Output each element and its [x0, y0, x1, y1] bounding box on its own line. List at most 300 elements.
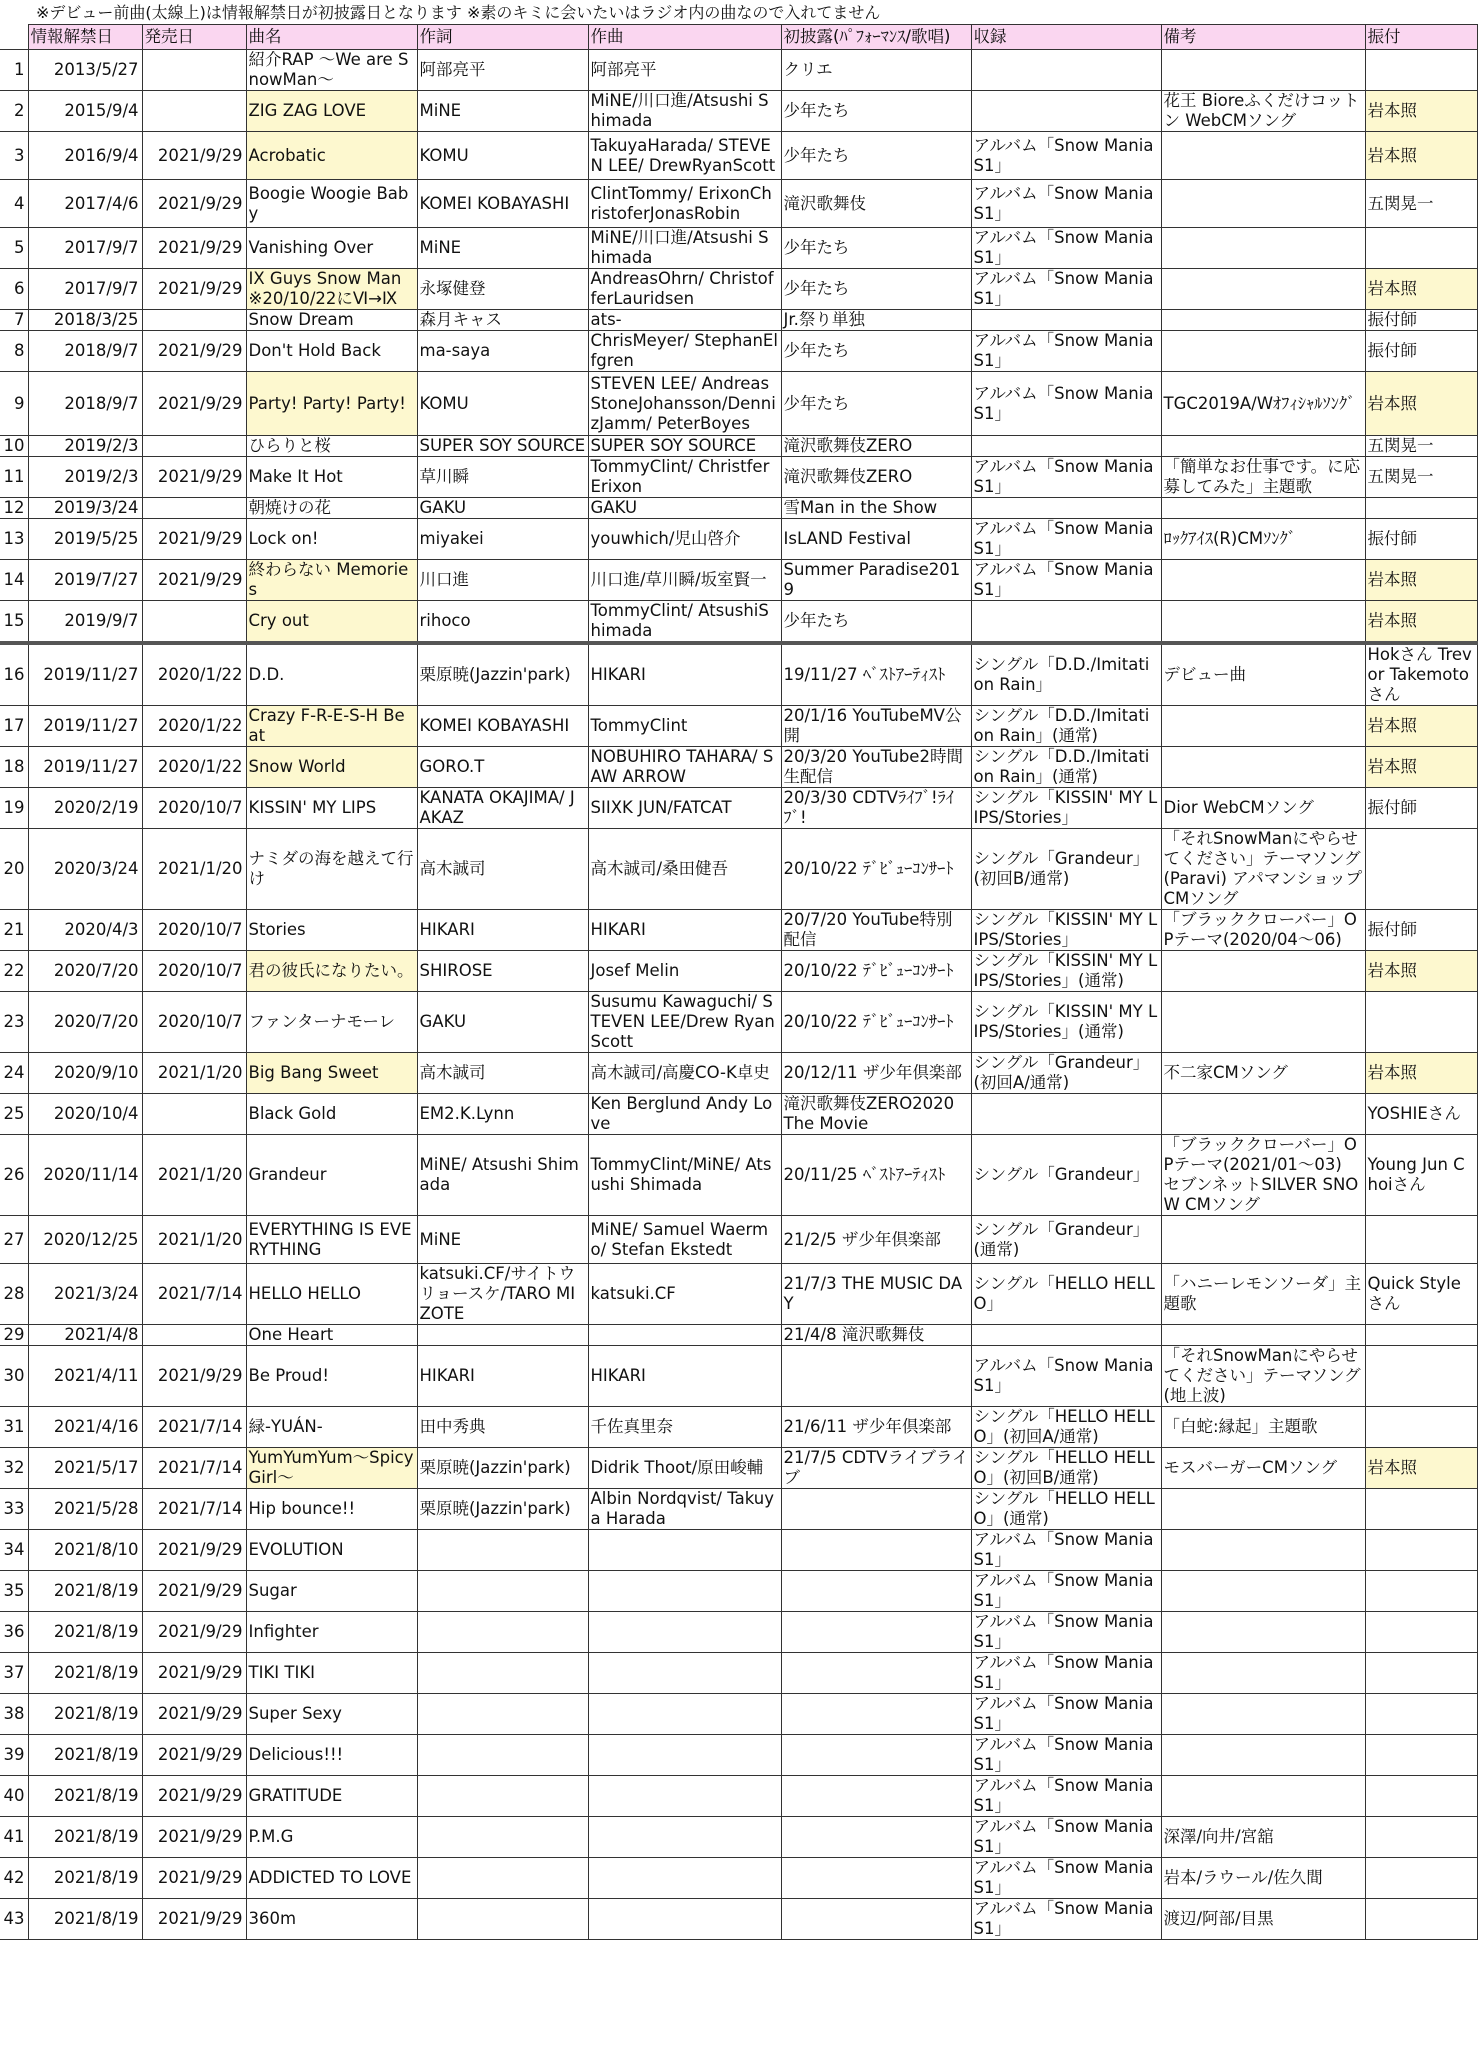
cell-remarks — [1161, 1216, 1365, 1264]
cell-debut-performance: 21/7/5 CDTVライブライブ — [781, 1448, 971, 1489]
cell-debut-performance: 雪Man in the Show — [781, 498, 971, 519]
cell-remarks: 「ハニーレモンソーダ」主題歌 — [1161, 1264, 1365, 1325]
cell-recording: シングル「Grandeur」(初回A/通常) — [971, 1053, 1161, 1094]
cell-choreography — [1365, 829, 1477, 910]
cell-song-title: Vanishing Over — [246, 228, 417, 269]
cell-remarks — [1161, 992, 1365, 1053]
cell-choreography — [1365, 1216, 1477, 1264]
cell-recording: シングル「KISSIN' MY LIPS/Stories」 — [971, 788, 1161, 829]
cell-recording — [971, 436, 1161, 457]
cell-recording: シングル「Grandeur」(初回B/通常) — [971, 829, 1161, 910]
cell-lyricist — [417, 1735, 588, 1776]
cell-composer: Josef Melin — [588, 951, 781, 992]
cell-release-date: 2021/9/29 — [142, 1817, 246, 1858]
cell-debut-performance: 少年たち — [781, 601, 971, 644]
cell-debut-performance: Jr.祭り単独 — [781, 310, 971, 331]
cell-release-date — [142, 498, 246, 519]
cell-debut-performance: 20/10/22 ﾃﾞﾋﾞｭｰｺﾝｻｰﾄ — [781, 951, 971, 992]
cell-song-title: P.M.G — [246, 1817, 417, 1858]
song-table — [0, 24, 1478, 1940]
cell-release-date: 2020/1/22 — [142, 643, 246, 706]
cell-release-date — [142, 50, 246, 91]
cell-choreography: 岩本照 — [1365, 560, 1477, 601]
cell-choreography: 岩本照 — [1365, 1448, 1477, 1489]
cell-lyricist: 田中秀典 — [417, 1407, 588, 1448]
cell-info-date: 2020/11/14 — [28, 1135, 142, 1216]
cell-debut-performance: 20/7/20 YouTube特別配信 — [781, 910, 971, 951]
table-row — [0, 1899, 1477, 1940]
table-row — [0, 1817, 1477, 1858]
table-body — [0, 50, 1477, 1940]
cell-recording — [971, 498, 1161, 519]
cell-remarks — [1161, 436, 1365, 457]
cell-choreography — [1365, 1776, 1477, 1817]
cell-release-date: 2021/9/29 — [142, 1653, 246, 1694]
cell-composer: ClintTommy/ ErixonChristoferJonasRobin — [588, 180, 781, 228]
row-number: 25 — [0, 1094, 28, 1135]
cell-composer: ChrisMeyer/ StephanElfgren — [588, 331, 781, 372]
cell-composer: 高木誠司/桑田健吾 — [588, 829, 781, 910]
cell-composer: TommyClint/MiNE/ Atsushi Shimada — [588, 1135, 781, 1216]
cell-lyricist: rihoco — [417, 601, 588, 644]
cell-release-date: 2020/10/7 — [142, 788, 246, 829]
cell-recording — [971, 310, 1161, 331]
cell-release-date: 2021/9/29 — [142, 331, 246, 372]
cell-info-date: 2021/5/28 — [28, 1489, 142, 1530]
cell-song-title: Sugar — [246, 1571, 417, 1612]
cell-release-date: 2021/9/29 — [142, 560, 246, 601]
table-row — [0, 560, 1477, 601]
cell-lyricist: MiNE — [417, 91, 588, 132]
table-row — [0, 910, 1477, 951]
cell-debut-performance: 滝沢歌舞伎ZERO — [781, 457, 971, 498]
row-number: 33 — [0, 1489, 28, 1530]
cell-remarks: デビュー曲 — [1161, 643, 1365, 706]
cell-song-title: 終わらない Memories — [246, 560, 417, 601]
cell-debut-performance: 20/10/22 ﾃﾞﾋﾞｭｰｺﾝｻｰﾄ — [781, 829, 971, 910]
cell-composer — [588, 1858, 781, 1899]
table-row — [0, 1094, 1477, 1135]
cell-composer: MiNE/川口進/Atsushi Shimada — [588, 91, 781, 132]
cell-choreography — [1365, 1653, 1477, 1694]
row-number: 24 — [0, 1053, 28, 1094]
cell-choreography: 振付師 — [1365, 788, 1477, 829]
cell-composer: HIKARI — [588, 643, 781, 706]
cell-debut-performance — [781, 1653, 971, 1694]
cell-song-title: Crazy F-R-E-S-H Beat — [246, 706, 417, 747]
cell-remarks: TGC2019A/Wｵﾌｨｼｬﾙｿﾝｸﾞ — [1161, 372, 1365, 436]
cell-remarks — [1161, 180, 1365, 228]
cell-composer: TommyClint — [588, 706, 781, 747]
cell-info-date: 2020/12/25 — [28, 1216, 142, 1264]
cell-choreography — [1365, 1612, 1477, 1653]
cell-info-date: 2020/3/24 — [28, 829, 142, 910]
cell-remarks: 「それSnowManにやらせてください」テーマソング(Paravi) アパマンショップCMソング — [1161, 829, 1365, 910]
cell-lyricist: SUPER SOY SOURCE — [417, 436, 588, 457]
cell-info-date: 2019/11/27 — [28, 706, 142, 747]
cell-debut-performance: 20/11/25 ﾍﾞｽﾄｱｰﾃｨｽﾄ — [781, 1135, 971, 1216]
table-row — [0, 992, 1477, 1053]
cell-release-date — [142, 1094, 246, 1135]
cell-debut-performance: 21/2/5 ザ少年倶楽部 — [781, 1216, 971, 1264]
cell-info-date: 2020/9/10 — [28, 1053, 142, 1094]
cell-debut-performance — [781, 1612, 971, 1653]
cell-song-title: Hip bounce!! — [246, 1489, 417, 1530]
cell-composer: Susumu Kawaguchi/ STEVEN LEE/Drew Ryan Scott — [588, 992, 781, 1053]
cell-recording: シングル「Grandeur」(通常) — [971, 1216, 1161, 1264]
cell-lyricist — [417, 1571, 588, 1612]
row-number: 27 — [0, 1216, 28, 1264]
cell-remarks: 「簡単なお仕事です。に応募してみた」主題歌 — [1161, 457, 1365, 498]
cell-choreography — [1365, 1858, 1477, 1899]
cell-composer — [588, 1612, 781, 1653]
cell-release-date: 2021/9/29 — [142, 180, 246, 228]
cell-lyricist — [417, 1858, 588, 1899]
cell-lyricist: KOMU — [417, 372, 588, 436]
cell-choreography: 岩本照 — [1365, 747, 1477, 788]
table-row — [0, 1694, 1477, 1735]
cell-debut-performance: 少年たち — [781, 372, 971, 436]
table-row — [0, 1858, 1477, 1899]
row-number: 41 — [0, 1817, 28, 1858]
cell-recording: アルバム「Snow Mania S1」 — [971, 1612, 1161, 1653]
cell-debut-performance — [781, 1735, 971, 1776]
cell-song-title: EVERYTHING IS EVERYTHING — [246, 1216, 417, 1264]
cell-song-title: 紹介RAP 〜We are SnowMan〜 — [246, 50, 417, 91]
cell-release-date: 2021/9/29 — [142, 1899, 246, 1940]
cell-recording: アルバム「Snow Mania S1」 — [971, 180, 1161, 228]
row-number: 31 — [0, 1407, 28, 1448]
table-row — [0, 1571, 1477, 1612]
cell-lyricist: SHIROSE — [417, 951, 588, 992]
cell-info-date: 2020/7/20 — [28, 951, 142, 992]
cell-choreography — [1365, 1817, 1477, 1858]
cell-song-title: ZIG ZAG LOVE — [246, 91, 417, 132]
cell-info-date: 2016/9/4 — [28, 132, 142, 180]
cell-debut-performance: 少年たち — [781, 91, 971, 132]
cell-lyricist: 栗原暁(Jazzin'park) — [417, 1489, 588, 1530]
row-number: 37 — [0, 1653, 28, 1694]
row-number: 42 — [0, 1858, 28, 1899]
cell-choreography — [1365, 1346, 1477, 1407]
cell-lyricist — [417, 1530, 588, 1571]
cell-recording: シングル「Grandeur」 — [971, 1135, 1161, 1216]
cell-recording — [971, 1325, 1161, 1346]
cell-info-date: 2013/5/27 — [28, 50, 142, 91]
cell-song-title: TIKI TIKI — [246, 1653, 417, 1694]
cell-song-title: Super Sexy — [246, 1694, 417, 1735]
cell-info-date: 2021/4/16 — [28, 1407, 142, 1448]
cell-composer — [588, 1325, 781, 1346]
cell-debut-performance: 少年たち — [781, 228, 971, 269]
cell-remarks — [1161, 1094, 1365, 1135]
cell-info-date: 2020/7/20 — [28, 992, 142, 1053]
cell-info-date: 2021/3/24 — [28, 1264, 142, 1325]
cell-composer: MiNE/川口進/Atsushi Shimada — [588, 228, 781, 269]
table-row — [0, 1135, 1477, 1216]
cell-debut-performance: 滝沢歌舞伎 — [781, 180, 971, 228]
cell-release-date — [142, 1325, 246, 1346]
cell-song-title: 緑-YUÁN- — [246, 1407, 417, 1448]
cell-composer: katsuki.CF — [588, 1264, 781, 1325]
cell-info-date: 2021/8/19 — [28, 1817, 142, 1858]
cell-song-title: Be Proud! — [246, 1346, 417, 1407]
cell-release-date: 2021/9/29 — [142, 1858, 246, 1899]
row-number: 1 — [0, 50, 28, 91]
table-row — [0, 91, 1477, 132]
cell-remarks: 「それSnowManにやらせてください」テーマソング(地上波) — [1161, 1346, 1365, 1407]
row-number: 18 — [0, 747, 28, 788]
row-number: 29 — [0, 1325, 28, 1346]
cell-remarks: 「ブラッククローバー」OPテーマ(2021/01〜03) セブンネットSILVER SNOW CMソング — [1161, 1135, 1365, 1216]
cell-info-date: 2019/9/7 — [28, 601, 142, 644]
cell-info-date: 2021/8/19 — [28, 1899, 142, 1940]
table-row — [0, 1530, 1477, 1571]
row-number: 7 — [0, 310, 28, 331]
cell-lyricist — [417, 1653, 588, 1694]
table-row — [0, 1448, 1477, 1489]
cell-remarks — [1161, 310, 1365, 331]
row-number: 26 — [0, 1135, 28, 1216]
cell-choreography — [1365, 1407, 1477, 1448]
cell-debut-performance — [781, 1346, 971, 1407]
row-number: 3 — [0, 132, 28, 180]
cell-remarks — [1161, 1489, 1365, 1530]
cell-debut-performance: 21/6/11 ザ少年倶楽部 — [781, 1407, 971, 1448]
cell-remarks — [1161, 269, 1365, 310]
cell-composer: AndreasOhrn/ ChristofferLauridsen — [588, 269, 781, 310]
cell-release-date: 2021/9/29 — [142, 1735, 246, 1776]
cell-release-date: 2020/1/22 — [142, 747, 246, 788]
cell-choreography — [1365, 1325, 1477, 1346]
cell-composer: GAKU — [588, 498, 781, 519]
table-row — [0, 269, 1477, 310]
row-number: 2 — [0, 91, 28, 132]
cell-info-date: 2018/9/7 — [28, 372, 142, 436]
cell-remarks: 岩本/ラウール/佐久間 — [1161, 1858, 1365, 1899]
cell-debut-performance — [781, 1489, 971, 1530]
cell-recording: シングル「D.D./Imitation Rain」 — [971, 643, 1161, 706]
cell-remarks — [1161, 1653, 1365, 1694]
cell-info-date: 2021/8/19 — [28, 1735, 142, 1776]
row-number: 15 — [0, 601, 28, 644]
header-choreography: 振付 — [1365, 25, 1477, 50]
table-row — [0, 457, 1477, 498]
cell-release-date — [142, 436, 246, 457]
cell-info-date: 2019/11/27 — [28, 643, 142, 706]
cell-release-date: 2020/1/22 — [142, 706, 246, 747]
row-number: 40 — [0, 1776, 28, 1817]
cell-lyricist: 栗原暁(Jazzin'park) — [417, 1448, 588, 1489]
cell-composer: ats- — [588, 310, 781, 331]
cell-lyricist: MiNE/ Atsushi Shimada — [417, 1135, 588, 1216]
table-row — [0, 1053, 1477, 1094]
cell-info-date: 2019/2/3 — [28, 436, 142, 457]
cell-info-date: 2021/4/8 — [28, 1325, 142, 1346]
cell-lyricist — [417, 1612, 588, 1653]
cell-info-date: 2019/3/24 — [28, 498, 142, 519]
cell-recording: シングル「KISSIN' MY LIPS/Stories」 — [971, 910, 1161, 951]
cell-release-date: 2021/9/29 — [142, 1346, 246, 1407]
table-row — [0, 1264, 1477, 1325]
row-number: 8 — [0, 331, 28, 372]
cell-debut-performance — [781, 1899, 971, 1940]
cell-choreography — [1365, 1571, 1477, 1612]
cell-recording: シングル「D.D./Imitation Rain」(通常) — [971, 747, 1161, 788]
table-row — [0, 601, 1477, 644]
cell-choreography — [1365, 1530, 1477, 1571]
cell-lyricist: HIKARI — [417, 1346, 588, 1407]
cell-recording: アルバム「Snow Mania S1」 — [971, 1653, 1161, 1694]
row-number: 12 — [0, 498, 28, 519]
cell-info-date: 2019/5/25 — [28, 519, 142, 560]
cell-song-title: One Heart — [246, 1325, 417, 1346]
cell-remarks — [1161, 951, 1365, 992]
cell-choreography: 五関晃一 — [1365, 436, 1477, 457]
table-row — [0, 1735, 1477, 1776]
cell-debut-performance: クリエ — [781, 50, 971, 91]
cell-song-title: ナミダの海を越えて行け — [246, 829, 417, 910]
cell-remarks: 花王 Bioreふくだけコットン WebCMソング — [1161, 91, 1365, 132]
cell-choreography: 岩本照 — [1365, 372, 1477, 436]
cell-debut-performance: 21/7/3 THE MUSIC DAY — [781, 1264, 971, 1325]
cell-release-date: 2021/9/29 — [142, 1530, 246, 1571]
cell-release-date: 2021/9/29 — [142, 228, 246, 269]
table-row — [0, 228, 1477, 269]
cell-choreography — [1365, 992, 1477, 1053]
cell-composer: 阿部亮平 — [588, 50, 781, 91]
table-row — [0, 1776, 1477, 1817]
cell-composer: 高木誠司/高慶CO-K卓史 — [588, 1053, 781, 1094]
table-row — [0, 1216, 1477, 1264]
cell-debut-performance — [781, 1776, 971, 1817]
cell-info-date: 2018/9/7 — [28, 331, 142, 372]
cell-info-date: 2021/4/11 — [28, 1346, 142, 1407]
cell-release-date: 2021/9/29 — [142, 457, 246, 498]
cell-remarks: 深澤/向井/宮舘 — [1161, 1817, 1365, 1858]
cell-recording: アルバム「Snow Mania S1」 — [971, 1694, 1161, 1735]
cell-debut-performance: 20/12/11 ザ少年倶楽部 — [781, 1053, 971, 1094]
cell-composer — [588, 1735, 781, 1776]
cell-song-title: Big Bang Sweet — [246, 1053, 417, 1094]
row-number: 43 — [0, 1899, 28, 1940]
table-row — [0, 519, 1477, 560]
cell-recording: シングル「HELLO HELLO」(初回B/通常) — [971, 1448, 1161, 1489]
cell-release-date — [142, 91, 246, 132]
cell-choreography — [1365, 1489, 1477, 1530]
table-note: ※デビュー前曲(太線上)は情報解禁日が初披露日となります ※素のキミに会いたいはラジオ内の曲なので入れてません — [36, 3, 881, 22]
cell-choreography: 岩本照 — [1365, 91, 1477, 132]
cell-choreography — [1365, 498, 1477, 519]
cell-recording — [971, 1094, 1161, 1135]
table-row — [0, 1612, 1477, 1653]
table-row — [0, 1489, 1477, 1530]
cell-song-title: YumYumYum〜SpicyGirl〜 — [246, 1448, 417, 1489]
row-number: 35 — [0, 1571, 28, 1612]
cell-choreography: 五関晃一 — [1365, 457, 1477, 498]
cell-recording: アルバム「Snow Mania S1」 — [971, 1346, 1161, 1407]
row-number: 36 — [0, 1612, 28, 1653]
cell-song-title: Lock on! — [246, 519, 417, 560]
table-row — [0, 50, 1477, 91]
cell-recording: アルバム「Snow Mania S1」 — [971, 1530, 1161, 1571]
cell-release-date — [142, 601, 246, 644]
cell-remarks — [1161, 560, 1365, 601]
cell-song-title: 朝焼けの花 — [246, 498, 417, 519]
cell-remarks — [1161, 1735, 1365, 1776]
cell-release-date: 2021/1/20 — [142, 1216, 246, 1264]
cell-recording: アルバム「Snow Mania S1」 — [971, 1858, 1161, 1899]
row-number: 17 — [0, 706, 28, 747]
cell-recording: シングル「HELLO HELLO」(初回A/通常) — [971, 1407, 1161, 1448]
cell-remarks: ﾛｯｸｱｲｽ(R)CMｿﾝｸﾞ — [1161, 519, 1365, 560]
table-row — [0, 331, 1477, 372]
cell-debut-performance: 少年たち — [781, 132, 971, 180]
cell-info-date: 2019/7/27 — [28, 560, 142, 601]
cell-release-date: 2021/9/29 — [142, 1776, 246, 1817]
cell-debut-performance: 20/10/22 ﾃﾞﾋﾞｭｰｺﾝｻｰﾄ — [781, 992, 971, 1053]
cell-debut-performance: 滝沢歌舞伎ZERO2020 The Movie — [781, 1094, 971, 1135]
cell-recording: アルバム「Snow Mania S1」 — [971, 1817, 1161, 1858]
cell-song-title: Black Gold — [246, 1094, 417, 1135]
row-number: 38 — [0, 1694, 28, 1735]
cell-composer: Albin Nordqvist/ Takuya Harada — [588, 1489, 781, 1530]
cell-choreography — [1365, 1694, 1477, 1735]
cell-info-date: 2020/10/4 — [28, 1094, 142, 1135]
cell-choreography: 岩本照 — [1365, 706, 1477, 747]
cell-remarks — [1161, 601, 1365, 644]
table-row — [0, 1407, 1477, 1448]
table-row — [0, 788, 1477, 829]
cell-composer: TakuyaHarada/ STEVEN LEE/ DrewRyanScott — [588, 132, 781, 180]
header-lyricist: 作詞 — [417, 25, 588, 50]
cell-composer: TommyClint/ ChristferErixon — [588, 457, 781, 498]
cell-info-date: 2021/5/17 — [28, 1448, 142, 1489]
cell-lyricist: 川口進 — [417, 560, 588, 601]
table-row — [0, 310, 1477, 331]
cell-release-date: 2021/7/14 — [142, 1264, 246, 1325]
cell-lyricist: 永塚健登 — [417, 269, 588, 310]
cell-recording — [971, 50, 1161, 91]
cell-remarks — [1161, 1571, 1365, 1612]
cell-composer — [588, 1571, 781, 1612]
cell-composer — [588, 1694, 781, 1735]
cell-info-date: 2018/3/25 — [28, 310, 142, 331]
cell-lyricist: katsuki.CF/サイトウリョースケ/TARO MIZOTE — [417, 1264, 588, 1325]
cell-release-date: 2021/9/29 — [142, 1612, 246, 1653]
cell-remarks — [1161, 1612, 1365, 1653]
cell-recording: アルバム「Snow Mania S1」 — [971, 269, 1161, 310]
cell-lyricist — [417, 1817, 588, 1858]
cell-lyricist: GAKU — [417, 992, 588, 1053]
cell-remarks — [1161, 228, 1365, 269]
cell-song-title: IX Guys Snow Man ※20/10/22にⅥ→Ⅸ — [246, 269, 417, 310]
cell-info-date: 2021/8/19 — [28, 1858, 142, 1899]
cell-lyricist: ma-saya — [417, 331, 588, 372]
cell-composer: youwhich/児山啓介 — [588, 519, 781, 560]
song-table-container — [0, 24, 1478, 1940]
cell-choreography: 五関晃一 — [1365, 180, 1477, 228]
cell-debut-performance: 20/3/30 CDTVﾗｲﾌﾞ!ﾗｲﾌﾞ! — [781, 788, 971, 829]
table-row — [0, 1653, 1477, 1694]
cell-choreography — [1365, 1899, 1477, 1940]
cell-remarks — [1161, 1694, 1365, 1735]
cell-recording: アルバム「Snow Mania S1」 — [971, 331, 1161, 372]
cell-recording: アルバム「Snow Mania S1」 — [971, 1899, 1161, 1940]
cell-release-date: 2020/10/7 — [142, 910, 246, 951]
cell-choreography — [1365, 1735, 1477, 1776]
table-row — [0, 1325, 1477, 1346]
